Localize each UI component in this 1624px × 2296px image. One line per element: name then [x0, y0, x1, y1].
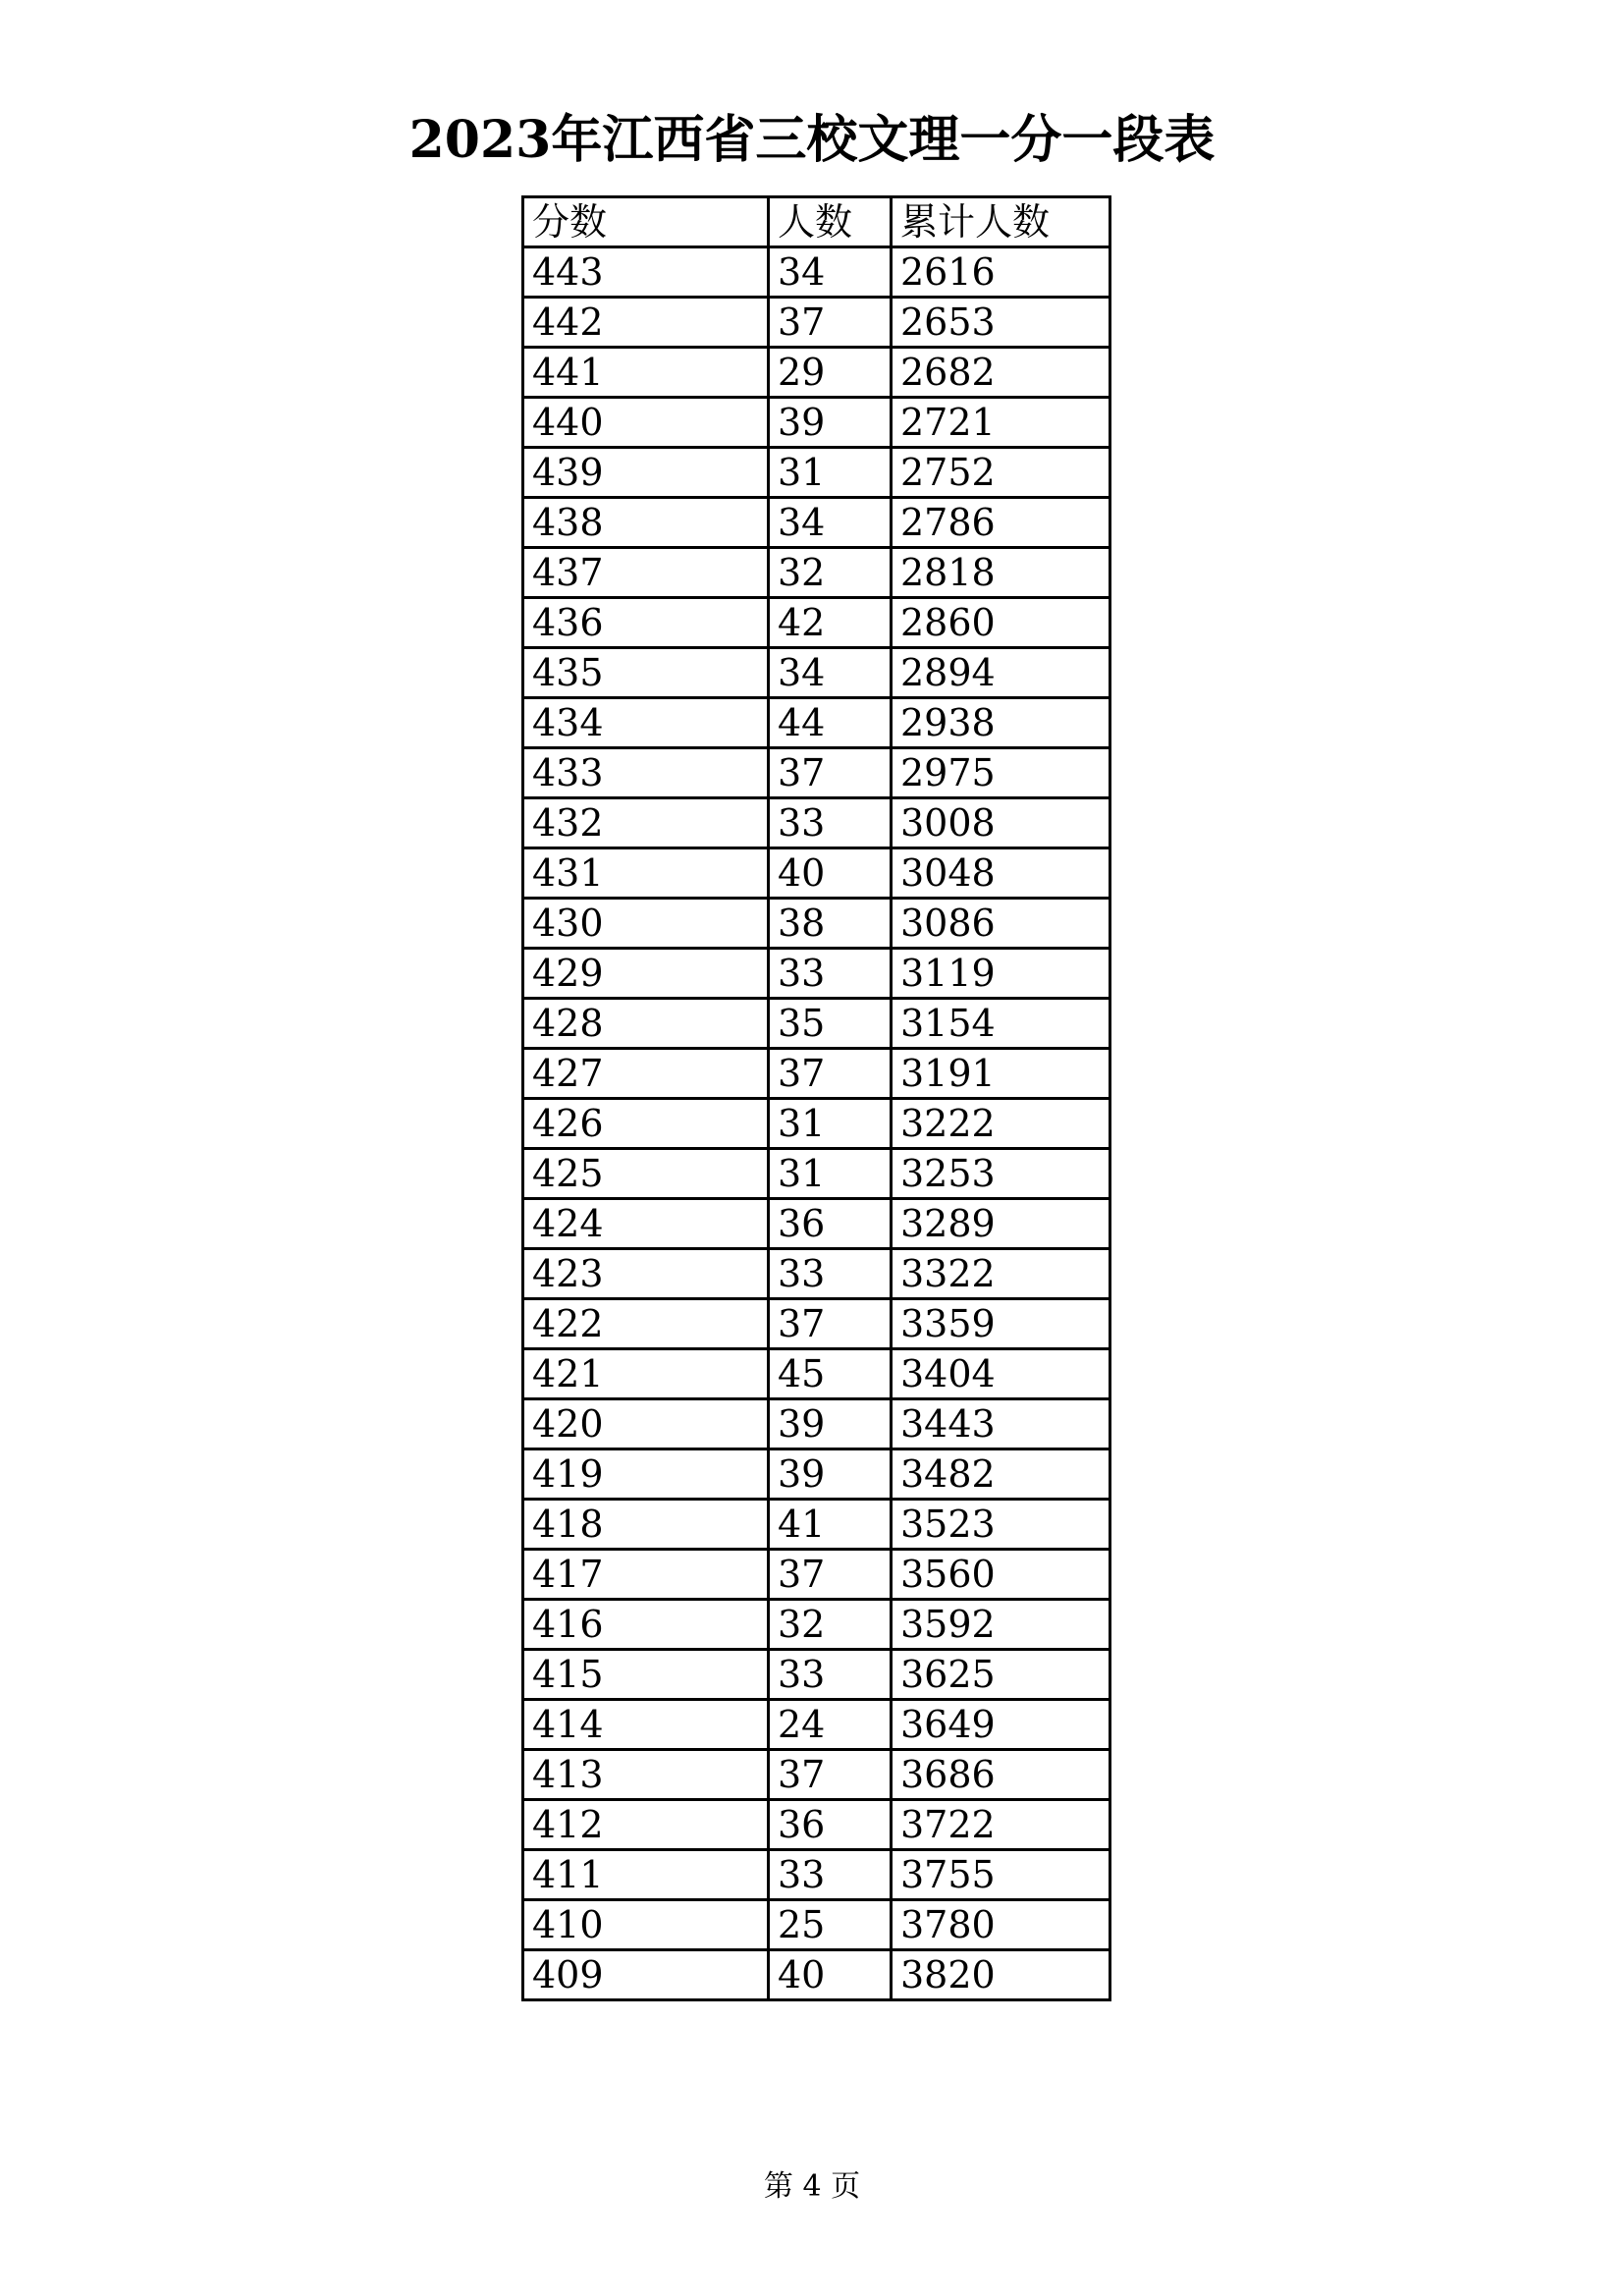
cell-count: 35: [769, 999, 892, 1049]
cell-count: 31: [769, 1149, 892, 1199]
cell-score: 412: [523, 1800, 769, 1850]
table-row: [523, 848, 1110, 899]
table-row: [523, 1600, 1110, 1650]
page-title: 2023年江西省三校文理一分一段表: [408, 110, 1216, 170]
cell-cumulative: 3359: [892, 1299, 1110, 1349]
cell-count: 39: [769, 398, 892, 448]
cell-count: 31: [769, 448, 892, 498]
cell-cumulative: 3482: [892, 1449, 1110, 1500]
table-row: [523, 498, 1110, 548]
cell-count: 37: [769, 1550, 892, 1600]
table-row: [523, 1349, 1110, 1399]
table-row: [523, 1750, 1110, 1800]
table-row: [523, 999, 1110, 1049]
cell-count: 25: [769, 1900, 892, 1950]
table-row: [523, 548, 1110, 598]
cell-cumulative: 3048: [892, 848, 1110, 899]
cell-score: 437: [523, 548, 769, 598]
cell-cumulative: 3253: [892, 1149, 1110, 1199]
cell-score: 431: [523, 848, 769, 899]
cell-cumulative: 2938: [892, 698, 1110, 748]
table-row: [523, 648, 1110, 698]
cell-count: 39: [769, 1449, 892, 1500]
table-row: [523, 748, 1110, 798]
cell-count: 37: [769, 298, 892, 348]
cell-count: 24: [769, 1700, 892, 1750]
page-number: 第 4 页: [763, 2169, 861, 2204]
table-row: [523, 899, 1110, 949]
table-row: [523, 1700, 1110, 1750]
cell-score: 419: [523, 1449, 769, 1500]
cell-cumulative: 3820: [892, 1950, 1110, 2000]
table-row: [523, 598, 1110, 648]
cell-score: 415: [523, 1650, 769, 1700]
cell-cumulative: 3222: [892, 1099, 1110, 1149]
cell-score: 440: [523, 398, 769, 448]
score-table: [521, 195, 1111, 2001]
cell-count: 33: [769, 1249, 892, 1299]
cell-score: 435: [523, 648, 769, 698]
cell-cumulative: 3119: [892, 949, 1110, 999]
cell-count: 36: [769, 1800, 892, 1850]
table-row: [523, 448, 1110, 498]
cell-score: 432: [523, 798, 769, 848]
cell-score: 422: [523, 1299, 769, 1349]
table-row: [523, 1500, 1110, 1550]
cell-count: 44: [769, 698, 892, 748]
cell-score: 429: [523, 949, 769, 999]
cell-cumulative: 3592: [892, 1600, 1110, 1650]
cell-score: 425: [523, 1149, 769, 1199]
cell-score: 416: [523, 1600, 769, 1650]
cell-count: 34: [769, 648, 892, 698]
cell-count: 42: [769, 598, 892, 648]
cell-cumulative: 3755: [892, 1850, 1110, 1900]
cell-score: 443: [523, 247, 769, 298]
cell-score: 414: [523, 1700, 769, 1750]
table-row: [523, 1399, 1110, 1449]
cell-cumulative: 3686: [892, 1750, 1110, 1800]
cell-score: 417: [523, 1550, 769, 1600]
cell-score: 434: [523, 698, 769, 748]
cell-score: 441: [523, 348, 769, 398]
cell-count: 37: [769, 748, 892, 798]
cell-score: 410: [523, 1900, 769, 1950]
cell-score: 438: [523, 498, 769, 548]
cell-cumulative: 3322: [892, 1249, 1110, 1299]
cell-count: 32: [769, 1600, 892, 1650]
cell-score: 411: [523, 1850, 769, 1900]
cell-cumulative: 2894: [892, 648, 1110, 698]
cell-count: 37: [769, 1750, 892, 1800]
table-row: [523, 1049, 1110, 1099]
table-row: [523, 1850, 1110, 1900]
table-row: [523, 1800, 1110, 1850]
cell-score: 421: [523, 1349, 769, 1399]
table-row: [523, 1099, 1110, 1149]
cell-cumulative: 3191: [892, 1049, 1110, 1099]
table-row: [523, 1900, 1110, 1950]
cell-cumulative: 3649: [892, 1700, 1110, 1750]
cell-score: 427: [523, 1049, 769, 1099]
cell-count: 41: [769, 1500, 892, 1550]
cell-cumulative: 3523: [892, 1500, 1110, 1550]
cell-cumulative: 2860: [892, 598, 1110, 648]
cell-count: 45: [769, 1349, 892, 1399]
table-row: [523, 247, 1110, 298]
cell-cumulative: 3404: [892, 1349, 1110, 1399]
cell-count: 33: [769, 1850, 892, 1900]
cell-score: 409: [523, 1950, 769, 2000]
cell-cumulative: 2786: [892, 498, 1110, 548]
cell-cumulative: 2818: [892, 548, 1110, 598]
cell-cumulative: 3086: [892, 899, 1110, 949]
header-score: 分数: [523, 197, 769, 247]
cell-cumulative: 3722: [892, 1800, 1110, 1850]
cell-score: 420: [523, 1399, 769, 1449]
cell-score: 436: [523, 598, 769, 648]
cell-score: 442: [523, 298, 769, 348]
cell-cumulative: 2721: [892, 398, 1110, 448]
cell-score: 433: [523, 748, 769, 798]
table-row: [523, 1249, 1110, 1299]
cell-score: 423: [523, 1249, 769, 1299]
cell-count: 33: [769, 1650, 892, 1700]
table-row: [523, 1299, 1110, 1349]
table-row: [523, 398, 1110, 448]
cell-cumulative: 2975: [892, 748, 1110, 798]
cell-cumulative: 2682: [892, 348, 1110, 398]
table-row: [523, 1550, 1110, 1600]
cell-cumulative: 2653: [892, 298, 1110, 348]
cell-score: 428: [523, 999, 769, 1049]
table-header-row: [523, 197, 1110, 247]
cell-count: 34: [769, 247, 892, 298]
table-row: [523, 698, 1110, 748]
cell-score: 418: [523, 1500, 769, 1550]
table-body: [523, 247, 1110, 2000]
cell-cumulative: 3154: [892, 999, 1110, 1049]
cell-count: 37: [769, 1049, 892, 1099]
cell-cumulative: 3625: [892, 1650, 1110, 1700]
cell-count: 31: [769, 1099, 892, 1149]
header-count: 人数: [769, 197, 892, 247]
cell-score: 413: [523, 1750, 769, 1800]
cell-cumulative: 3560: [892, 1550, 1110, 1600]
cell-cumulative: 3008: [892, 798, 1110, 848]
cell-count: 33: [769, 798, 892, 848]
cell-count: 33: [769, 949, 892, 999]
table-row: [523, 1950, 1110, 2000]
cell-cumulative: 3443: [892, 1399, 1110, 1449]
cell-cumulative: 3780: [892, 1900, 1110, 1950]
table-row: [523, 1449, 1110, 1500]
cell-count: 37: [769, 1299, 892, 1349]
cell-count: 39: [769, 1399, 892, 1449]
cell-cumulative: 3289: [892, 1199, 1110, 1249]
cell-count: 40: [769, 1950, 892, 2000]
table-row: [523, 949, 1110, 999]
table-row: [523, 1650, 1110, 1700]
cell-score: 426: [523, 1099, 769, 1149]
cell-count: 34: [769, 498, 892, 548]
table-row: [523, 298, 1110, 348]
table-row: [523, 1149, 1110, 1199]
cell-count: 32: [769, 548, 892, 598]
cell-score: 439: [523, 448, 769, 498]
cell-cumulative: 2752: [892, 448, 1110, 498]
cell-count: 40: [769, 848, 892, 899]
table-row: [523, 348, 1110, 398]
cell-count: 38: [769, 899, 892, 949]
table-row: [523, 1199, 1110, 1249]
cell-score: 430: [523, 899, 769, 949]
cell-score: 424: [523, 1199, 769, 1249]
cell-count: 29: [769, 348, 892, 398]
cell-count: 36: [769, 1199, 892, 1249]
table-row: [523, 798, 1110, 848]
cell-cumulative: 2616: [892, 247, 1110, 298]
header-cumulative: 累计人数: [892, 197, 1110, 247]
